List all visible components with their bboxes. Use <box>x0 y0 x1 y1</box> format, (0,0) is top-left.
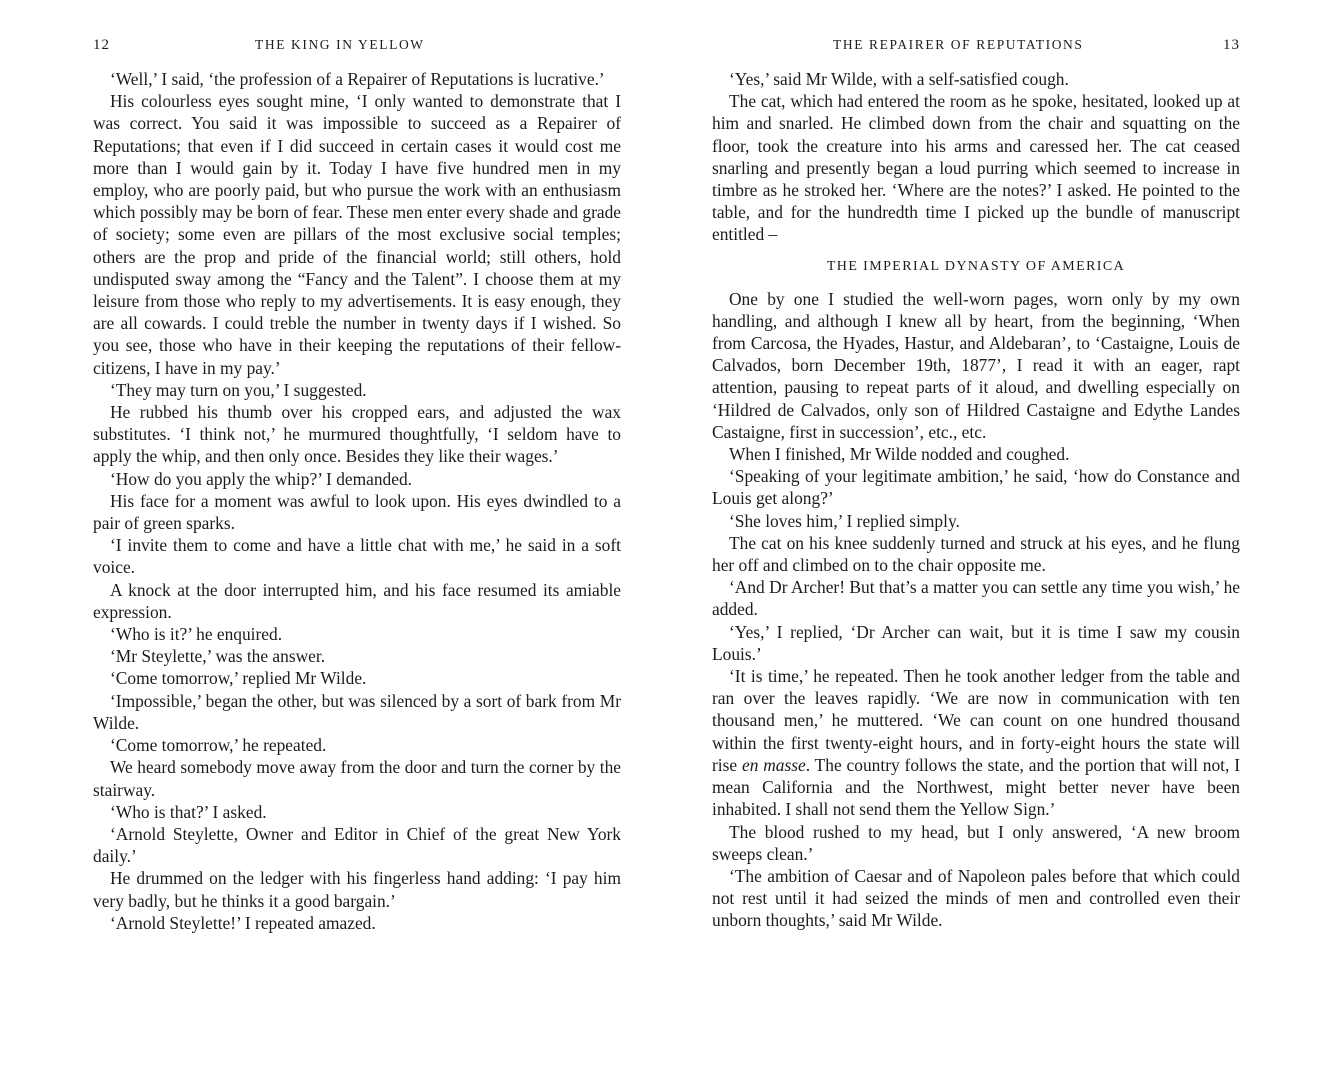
paragraph: ‘I invite them to come and have a little chat with me,’ he said in a soft voice. <box>93 535 621 578</box>
paragraph: ‘How do you apply the whip?’ I demanded. <box>110 468 413 489</box>
right-running-head <box>712 37 1240 55</box>
section-heading: THE IMPERIAL DYNASTY OF AMERICA <box>826 258 1126 274</box>
right-text-block <box>712 68 1240 932</box>
paragraph: The blood rushed to my head, but I only answered, ‘A new broom sweeps clean.’ <box>712 821 1240 864</box>
paragraph-text: ‘It is time,’ he repeated. Then he took another ledger from the table and ran over the leaves rapidly. ‘We are now in communication with ten thousand men,’ he muttered. ‘We can count on one hundred thousand within the first twenty-eight hours, and in forty-eight hours the state will rise <box>712 666 1240 775</box>
paragraph: ‘Arnold Steylette, Owner and Editor in Chief of the great New York daily.’ <box>93 823 621 867</box>
paragraph: ‘Yes,’ said Mr Wilde, with a self-satisfied cough. <box>729 69 1069 89</box>
paragraph: ‘Arnold Steylette!’ I repeated amazed. <box>110 912 376 933</box>
paragraph: ‘Who is that?’ I asked. <box>110 801 267 822</box>
italic-phrase: en masse <box>741 754 806 775</box>
paragraph: ‘Speaking of your legitimate ambition,’ he said, ‘how do Constance and Louis get along?’ <box>712 466 1240 509</box>
paragraph: ‘Come tomorrow,’ he repeated. <box>110 735 327 756</box>
paragraph: ‘Well,’ I said, ‘the profession of a Repairer of Reputations is lucrative.’ <box>110 69 605 89</box>
paragraph: His face for a moment was awful to look upon. His eyes dwindled to a pair of green sparks. <box>93 490 621 534</box>
right-page-number: 13 <box>1223 37 1240 53</box>
paragraph: ‘The ambition of Caesar and of Napoleon pales before that which could not rest until it had seized the minds of men and controlled even their unborn thoughts,’ said Mr Wilde. <box>712 865 1240 931</box>
paragraph-en-masse <box>712 665 1240 820</box>
paragraph: He drummed on the ledger with his fingerless hand adding: ‘I pay him very badly, but he thinks it a good bargain.’ <box>93 868 621 911</box>
left-text-block <box>93 68 621 934</box>
paragraph: ‘Who is it?’ he enquired. <box>110 624 283 645</box>
paragraph: ‘She loves him,’ I replied simply. <box>729 510 960 531</box>
paragraph: He rubbed his thumb over his cropped ears, and adjusted the wax substitutes. ‘I think not,’ he murmured thoughtfully, ‘I seldom have to apply the whip, and then only once. Besides they like their wages.’ <box>93 402 621 467</box>
paragraph: ‘They may turn on you,’ I suggested. <box>110 379 367 400</box>
paragraph: ‘Yes,’ I replied, ‘Dr Archer can wait, but it is time I saw my cousin Louis.’ <box>712 621 1240 664</box>
paragraph: When I finished, Mr Wilde nodded and coughed. <box>729 444 1070 465</box>
paragraph: A knock at the door interrupted him, and his face resumed its amiable expression. <box>93 579 621 622</box>
left-running-head <box>93 37 621 55</box>
left-running-title: THE KING IN YELLOW <box>255 37 425 52</box>
paragraph: ‘Mr Steylette,’ was the answer. <box>110 646 326 667</box>
paragraph: His colourless eyes sought mine, ‘I only wanted to demonstrate that I was correct. You said it was impossible to succeed as a Repairer of Reputations; that even if I did succeed in certain cases it would cost me more than I would gain by it. Today I have five hundred men in my employ, who are poorly paid, but who pursue the work with an enthusiasm which possibly may be born of fear. These men enter every shade and grade of society; some even are pillars of the most exclusive social temples; others are the prop and pride of the financial world; still others, hold undisputed sway among the “Fancy and the Talent”. I choose them at my leisure from those who reply to my advertisements. It is easy enough, they are all cowards. I could treble the number in twenty days if I wished. So you see, those who have in their keeping the reputations of their fellow-citizens, I have in my pay.’ <box>93 91 621 378</box>
right-page <box>712 0 1240 1080</box>
paragraph: ‘Impossible,’ began the other, but was silenced by a sort of bark from Mr Wilde. <box>93 690 621 733</box>
paragraph-text: . The country follows the state, and the portion that will not, I mean California and the Northwest, might better never have been inhabited. I shall not send them the Yellow Sign.’ <box>712 754 1240 820</box>
paragraph: The cat on his knee suddenly turned and struck at his eyes, and he flung her off and climbed on to the chair opposite me. <box>712 532 1240 576</box>
left-page <box>93 0 621 1080</box>
paragraph: ‘Come tomorrow,’ replied Mr Wilde. <box>110 668 367 689</box>
paragraph: ‘And Dr Archer! But that’s a matter you can settle any time you wish,’ he added. <box>712 577 1240 620</box>
left-page-number: 12 <box>93 37 110 53</box>
paragraph: The cat, which had entered the room as he spoke, hesitated, looked up at him and snarled. He climbed down from the chair and squatting on the floor, took the creature into his arms and caressed her. The cat ceased snarling and presently began a loud purring which seemed to increase in timbre as he stroked her. ‘Where are the notes?’ I asked. He pointed to the table, and for the hundredth time I picked up the bundle of manuscript entitled – <box>712 91 1240 245</box>
paragraph: We heard somebody move away from the door and turn the corner by the stairway. <box>93 757 621 800</box>
right-running-title: THE REPAIRER OF REPUTATIONS <box>833 37 1084 52</box>
paragraph: One by one I studied the well-worn pages, worn only by my own handling, and although I knew all by heart, from the beginning, ‘When from Carcosa, the Hyades, Hastur, and Aldebaran’, to ‘Castaigne, Louis de Calvados, born December 19th, 1877’, I read it with an eager, rapt attention, pausing to repeat parts of it aloud, and dwelling especially on ‘Hildred de Calvados, only son of Hildred Castaigne and Edythe Landes Castaigne, first in succession’, etc., etc. <box>712 288 1240 442</box>
